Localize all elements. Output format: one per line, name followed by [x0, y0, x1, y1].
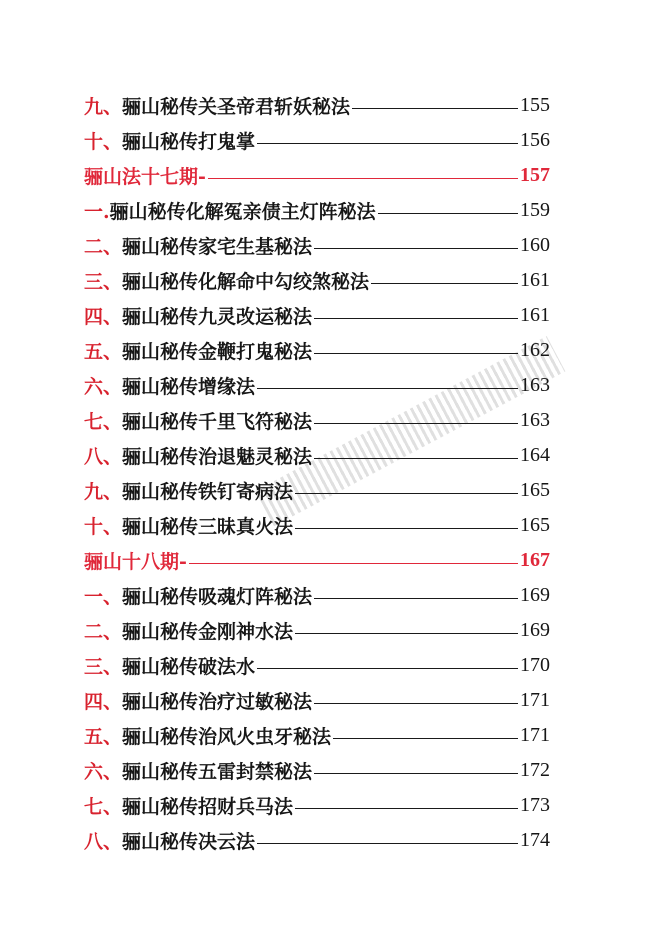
toc-page-number: 164	[520, 444, 550, 466]
toc-entry	[84, 438, 550, 473]
toc-entry	[84, 193, 550, 228]
toc-entry	[84, 788, 550, 823]
leader-line	[257, 388, 518, 389]
leader-line	[352, 108, 518, 109]
toc-page-number: 172	[520, 759, 550, 781]
toc-entry-number: 一.	[84, 201, 110, 223]
toc-entry-title: 骊山秘传破法水	[122, 656, 256, 678]
leader-line	[314, 703, 518, 704]
leader-line	[295, 528, 518, 529]
toc-entry-number: 八、	[84, 831, 123, 853]
toc-page-number: 160	[520, 234, 550, 256]
toc-page-number: 163	[520, 409, 550, 431]
toc-page-number: 162	[520, 339, 550, 361]
toc-page-number: 169	[520, 584, 550, 606]
leader-line	[295, 493, 518, 494]
toc-entry-title: 骊山秘传五雷封禁秘法	[122, 761, 313, 783]
leader-line	[295, 808, 518, 809]
toc-page-number: 171	[520, 724, 550, 746]
toc-entry	[84, 333, 550, 368]
toc-entry-number: 五、	[84, 341, 123, 363]
toc-entry-title: 骊山秘传三昧真火法	[122, 516, 294, 538]
toc-entry	[84, 578, 550, 613]
toc-entry	[84, 753, 550, 788]
toc-page-number: 161	[520, 304, 550, 326]
toc-entry-number: 三、	[84, 271, 123, 293]
toc-entry	[84, 368, 550, 403]
toc-entry-number: 九、	[84, 481, 123, 503]
toc-entry	[84, 88, 550, 123]
toc-page-number: 171	[520, 689, 550, 711]
toc-entry-title: 骊山秘传治退魅灵秘法	[122, 446, 313, 468]
toc-entry-title: 骊山秘传金鞭打鬼秘法	[122, 341, 313, 363]
toc-entry-title: 骊山秘传招财兵马法	[122, 796, 294, 818]
toc-entry	[84, 263, 550, 298]
toc-entry-number: 九、	[84, 96, 123, 118]
toc-entry-number: 六、	[84, 376, 123, 398]
toc-entry-title: 骊山秘传关圣帝君斩妖秘法	[122, 96, 351, 118]
toc-entry-title: 骊山秘传铁钉寄病法	[122, 481, 294, 503]
toc-entry	[84, 718, 550, 753]
leader-line	[378, 213, 518, 214]
leader-line	[314, 598, 518, 599]
toc-page-number: 159	[520, 199, 550, 221]
toc-entry	[84, 228, 550, 263]
toc-entry-number: 三、	[84, 656, 123, 678]
toc-entry-number: 十、	[84, 131, 123, 153]
leader-line	[257, 143, 518, 144]
toc-page-number: 161	[520, 269, 550, 291]
toc-entry	[84, 403, 550, 438]
toc-entry-number: 五、	[84, 726, 123, 748]
leader-line	[371, 283, 518, 284]
toc-page-number: 155	[520, 94, 550, 116]
toc-entry-number: 八、	[84, 446, 123, 468]
toc-entry-number: 二、	[84, 621, 123, 643]
leader-line	[314, 318, 518, 319]
toc-section-heading	[84, 158, 550, 193]
toc-entry-number: 二、	[84, 236, 123, 258]
toc-entry	[84, 473, 550, 508]
toc-page-number: 163	[520, 374, 550, 396]
toc-entry-title: 骊山秘传金刚神水法	[122, 621, 294, 643]
toc-page-number: 156	[520, 129, 550, 151]
toc-section-title: 骊山法十七期-	[84, 166, 206, 188]
toc-entry-title: 骊山秘传化解冤亲债主灯阵秘法	[109, 201, 376, 223]
toc-page-number: 167	[520, 549, 550, 571]
toc-page-number: 174	[520, 829, 550, 851]
toc-page-number: 165	[520, 514, 550, 536]
leader-line	[189, 563, 518, 564]
toc-section-heading	[84, 543, 550, 578]
toc-entry-number: 四、	[84, 691, 123, 713]
leader-line	[257, 843, 518, 844]
toc-page-number: 170	[520, 654, 550, 676]
toc-entry-number: 十、	[84, 516, 123, 538]
toc-page-number: 157	[520, 164, 550, 186]
toc-entry-title: 骊山秘传治疗过敏秘法	[122, 691, 313, 713]
toc-entry	[84, 123, 550, 158]
toc-entry-title: 骊山秘传千里飞符秘法	[122, 411, 313, 433]
toc-entry-number: 七、	[84, 411, 123, 433]
leader-line	[314, 423, 518, 424]
toc-entry	[84, 823, 550, 858]
toc-entry-title: 骊山秘传打鬼掌	[122, 131, 256, 153]
toc-entry-title: 骊山秘传九灵改运秘法	[122, 306, 313, 328]
toc-entry-title: 骊山秘传治风火虫牙秘法	[122, 726, 332, 748]
toc-entry-number: 六、	[84, 761, 123, 783]
toc-section-title: 骊山十八期-	[84, 551, 187, 573]
toc-entry-title: 骊山秘传增缘法	[122, 376, 256, 398]
toc-page-number: 173	[520, 794, 550, 816]
toc-entry-number: 七、	[84, 796, 123, 818]
toc-entry	[84, 648, 550, 683]
toc-entry-title: 骊山秘传决云法	[122, 831, 256, 853]
toc-entry	[84, 298, 550, 333]
toc-entry-number: 一、	[84, 586, 123, 608]
leader-line	[314, 353, 518, 354]
toc-page-number: 165	[520, 479, 550, 501]
toc-entry	[84, 508, 550, 543]
leader-line	[314, 458, 518, 459]
leader-line	[314, 248, 518, 249]
toc-entry	[84, 683, 550, 718]
toc-entry-title: 骊山秘传化解命中勾绞煞秘法	[122, 271, 370, 293]
leader-line	[333, 738, 518, 739]
leader-line	[257, 668, 518, 669]
leader-line	[295, 633, 518, 634]
toc-entry-number: 四、	[84, 306, 123, 328]
table-of-contents	[84, 88, 550, 858]
toc-entry-title: 骊山秘传吸魂灯阵秘法	[122, 586, 313, 608]
leader-line	[314, 773, 518, 774]
toc-page-number: 169	[520, 619, 550, 641]
toc-entry	[84, 613, 550, 648]
leader-line	[208, 178, 518, 179]
toc-entry-title: 骊山秘传家宅生基秘法	[122, 236, 313, 258]
